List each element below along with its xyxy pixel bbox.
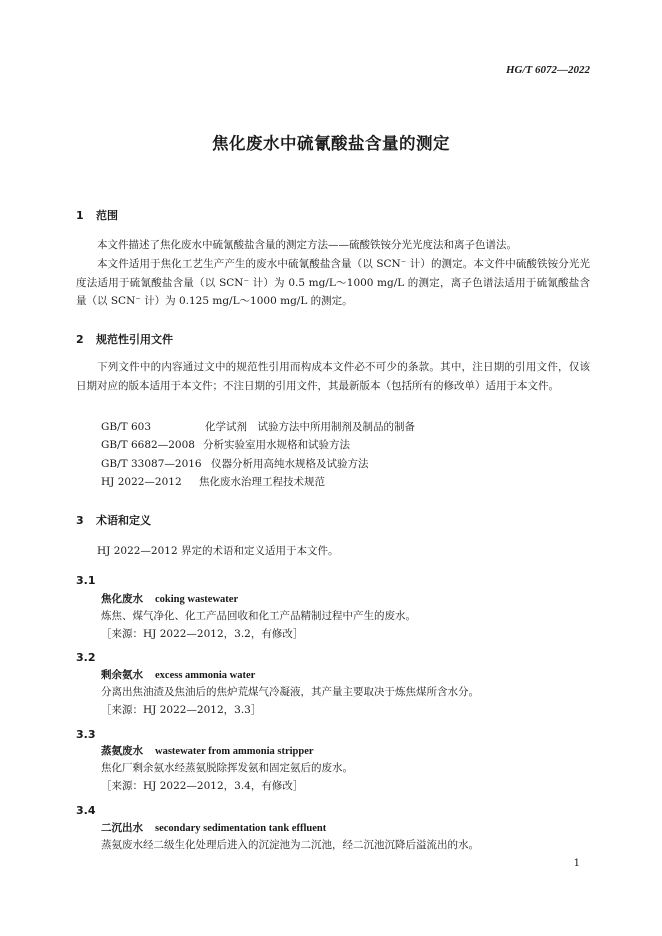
scope-paragraph-2: 本文件适用于焦化工艺生产产生的废水中硫氰酸盐含量（以 SCN⁻ 计）的测定。本文件中硫酸铁铵分光光度法适用于硫氰酸盐含量（以 SCN⁻ 计）为 0.5 mg/L～1000 mg/L 的测定，离子色谱法适用于硫氰酸盐含量（以 SCN⁻ 计）为 0.125 mg/L～1000 mg/L 的测定。 xyxy=(76,258,590,307)
section-title: 术语和定义 xyxy=(96,514,151,527)
term-heading xyxy=(101,591,238,606)
reference-title: 化学试剂 试验方法中所用制剂及制品的制备 xyxy=(205,421,415,433)
term-english: secondary sedimentation tank effluent xyxy=(155,823,327,834)
term-number: 3.2 xyxy=(76,651,96,664)
term-source: ［来源：HJ 2022—2012，3.4，有修改］ xyxy=(101,780,304,792)
reference-title: 焦化废水治理工程技术规范 xyxy=(199,476,325,488)
term-english: excess ammonia water xyxy=(155,670,256,681)
reference-item xyxy=(101,419,415,434)
term-definition: 炼焦、煤气净化、化工产品回收和化工产品精制过程中产生的废水。 xyxy=(101,610,416,622)
term-chinese: 蒸氨废水 xyxy=(101,745,143,757)
term-chinese: 焦化废水 xyxy=(101,593,143,605)
reference-code: GB/T 33087—2016 xyxy=(101,458,202,470)
reference-item xyxy=(101,437,350,452)
section-heading-terms-and-definitions xyxy=(76,512,151,528)
terms-intro-paragraph: HJ 2022—2012 界定的术语和定义适用于本文件。 xyxy=(97,545,339,557)
term-chinese: 剩余氨水 xyxy=(101,669,143,681)
term-english: coking wastewater xyxy=(155,594,239,605)
term-definition: 蒸氨废水经二级生化处理后进入的沉淀池为二沉池，经二沉池沉降后溢流出的水。 xyxy=(101,839,479,851)
page-number: 1 xyxy=(573,858,580,869)
section-title: 范围 xyxy=(96,209,118,222)
term-number: 3.1 xyxy=(76,574,96,587)
reference-item xyxy=(101,456,369,471)
term-number: 3.3 xyxy=(76,728,96,741)
term-definition: 分离出焦油渣及焦油后的焦炉荒煤气冷凝液，其产量主要取决于炼焦煤所含水分。 xyxy=(101,686,479,698)
reference-item xyxy=(101,474,325,489)
term-heading xyxy=(101,743,314,758)
term-number: 3.4 xyxy=(76,804,96,817)
section-heading-scope xyxy=(76,207,118,223)
term-english: wastewater from ammonia stripper xyxy=(155,746,314,757)
reference-code: GB/T 603 xyxy=(101,421,152,433)
reference-code: HJ 2022—2012 xyxy=(101,476,182,488)
term-heading xyxy=(101,820,326,835)
term-definition: 焦化厂剩余氨水经蒸氨脱除挥发氨和固定氨后的废水。 xyxy=(101,762,353,774)
document-title: 焦化废水中硫氰酸盐含量的测定 xyxy=(212,134,450,153)
reference-code: GB/T 6682—2008 xyxy=(101,439,195,451)
scope-paragraph-1: 本文件描述了焦化废水中硫氰酸盐含量的测定方法——硫酸铁铵分光光度法和离子色谱法。 xyxy=(97,239,517,251)
section-number: 1 xyxy=(76,209,84,222)
standard-code: HG/T 6072—2022 xyxy=(505,64,590,76)
reference-title: 仪器分析用高纯水规格及试验方法 xyxy=(211,458,369,470)
section-number: 3 xyxy=(76,514,84,527)
section-heading-normative-references xyxy=(76,331,173,347)
term-source: ［来源：HJ 2022—2012，3.2，有修改］ xyxy=(101,628,304,640)
reference-title: 分析实验室用水规格和试验方法 xyxy=(203,439,350,451)
term-heading xyxy=(101,667,255,682)
term-source: ［来源：HJ 2022—2012，3.3］ xyxy=(101,704,262,716)
section-number: 2 xyxy=(76,333,84,346)
section-title: 规范性引用文件 xyxy=(96,333,173,346)
normative-intro-paragraph: 下列文件中的内容通过文中的规范性引用而构成本文件必不可少的条款。其中，注日期的引用文件，仅该日期对应的版本适用于本文件；不注日期的引用文件，其最新版本（包括所有的修改单）适用于本文件。 xyxy=(76,361,590,392)
term-chinese: 二沉出水 xyxy=(101,822,143,834)
